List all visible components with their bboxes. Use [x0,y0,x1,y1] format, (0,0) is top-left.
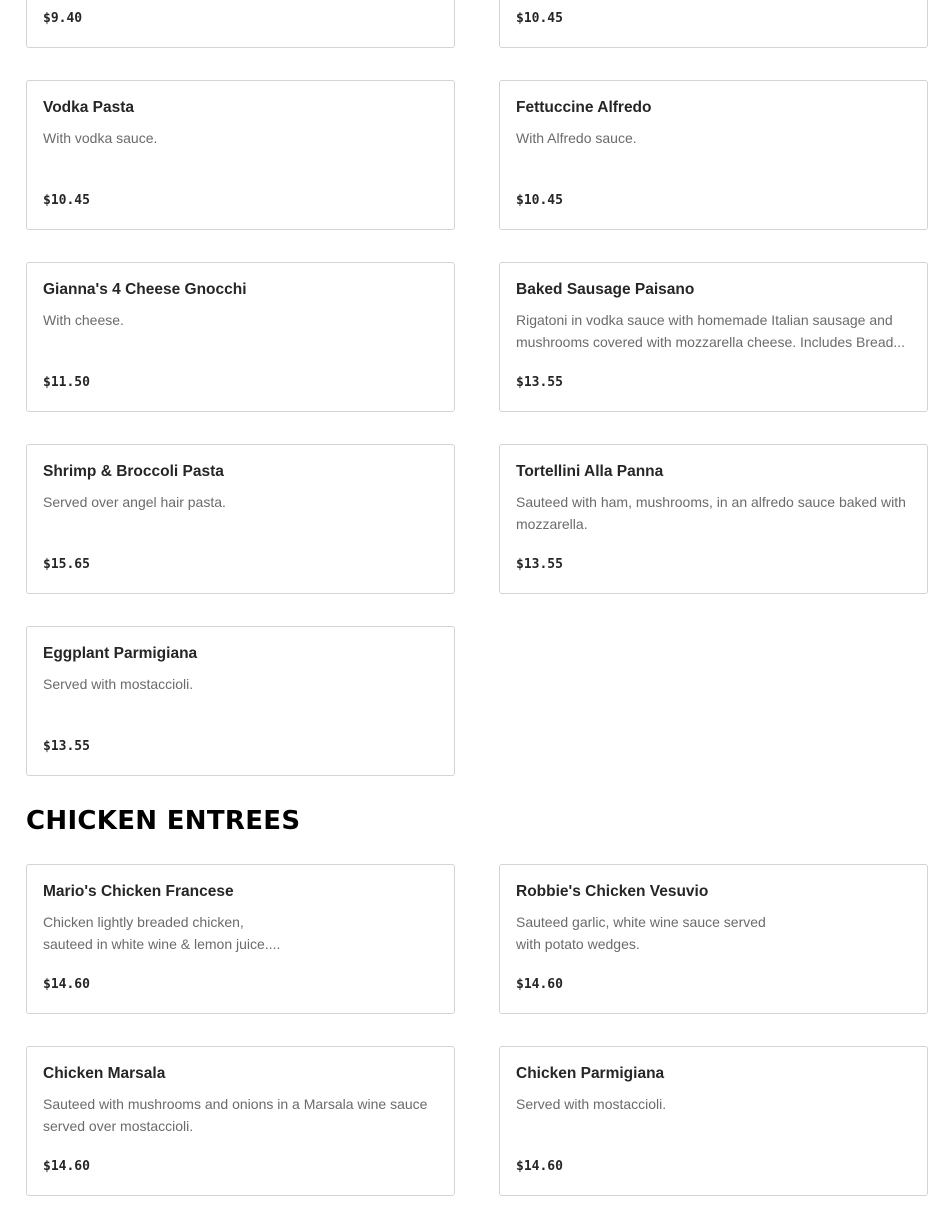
menu-item-tortellini-alla-panna[interactable] [499,444,928,594]
item-name: Vodka Pasta [43,99,135,116]
item-name: Chicken Marsala [43,1065,166,1082]
item-price: $13.55 [516,557,563,572]
item-name: Baked Sausage Paisano [516,281,695,298]
item-description: Served over angel hair pasta. [43,494,226,510]
menu-item-card[interactable] [499,0,928,48]
item-price: $10.45 [516,193,563,208]
item-price: $11.50 [43,375,90,390]
item-price: $15.65 [43,557,90,572]
item-price: $13.55 [43,739,90,754]
menu-item-chicken-vesuvio[interactable] [499,864,928,1014]
item-description: With cheese. [43,312,124,328]
item-name: Gianna's 4 Cheese Gnocchi [43,281,247,298]
item-description: Served with mostaccioli. [516,1096,667,1112]
menu-item-card[interactable] [26,0,455,48]
menu-item-vodka-pasta[interactable] [26,80,455,230]
item-description: Rigatoni in vodka sauce with homemade Italian sausage and mushrooms covered with mozzarella cheese. Includes Bread... [516,312,906,350]
item-description: With vodka sauce. [43,130,158,146]
item-description: Sauteed with mushrooms and onions in a Marsala wine sauce served over mostaccioli. [43,1096,428,1134]
menu-item-shrimp-broccoli-pasta[interactable] [26,444,455,594]
item-price: $14.60 [43,1159,90,1174]
menu-item-eggplant-parmigiana[interactable] [26,626,455,776]
menu-item-chicken-francese[interactable] [26,864,455,1014]
menu-item-chicken-marsala[interactable] [26,1046,455,1196]
item-description: With Alfredo sauce. [516,130,637,146]
item-price: $13.55 [516,375,563,390]
item-name: Eggplant Parmigiana [43,645,198,662]
item-price: $10.45 [43,193,90,208]
item-price: $9.40 [43,11,83,26]
item-price: $14.60 [516,977,563,992]
item-description: Served with mostaccioli. [43,676,194,692]
item-name: Chicken Parmigiana [516,1065,665,1082]
section-title-chicken-entrees: CHICKEN ENTREES [26,806,301,836]
item-price: $14.60 [43,977,90,992]
menu-item-fettuccine-alfredo[interactable] [499,80,928,230]
item-name: Mario's Chicken Francese [43,883,234,900]
item-description: Chicken lightly breaded chicken, sauteed in white wine & lemon juice.... [43,914,281,952]
item-price: $10.45 [516,11,563,26]
item-name: Shrimp & Broccoli Pasta [43,463,224,480]
item-name: Tortellini Alla Panna [516,463,664,480]
item-name: Fettuccine Alfredo [516,99,652,116]
item-name: Robbie's Chicken Vesuvio [516,883,709,900]
item-price: $14.60 [516,1159,563,1174]
menu-item-chicken-parmigiana[interactable] [499,1046,928,1196]
menu-item-baked-sausage-paisano[interactable] [499,262,928,412]
item-description: Sauteed with ham, mushrooms, in an alfredo sauce baked with mozzarella. [516,494,906,532]
item-description: Sauteed garlic, white wine sauce served with potato wedges. [516,914,766,952]
menu-item-4-cheese-gnocchi[interactable] [26,262,455,412]
